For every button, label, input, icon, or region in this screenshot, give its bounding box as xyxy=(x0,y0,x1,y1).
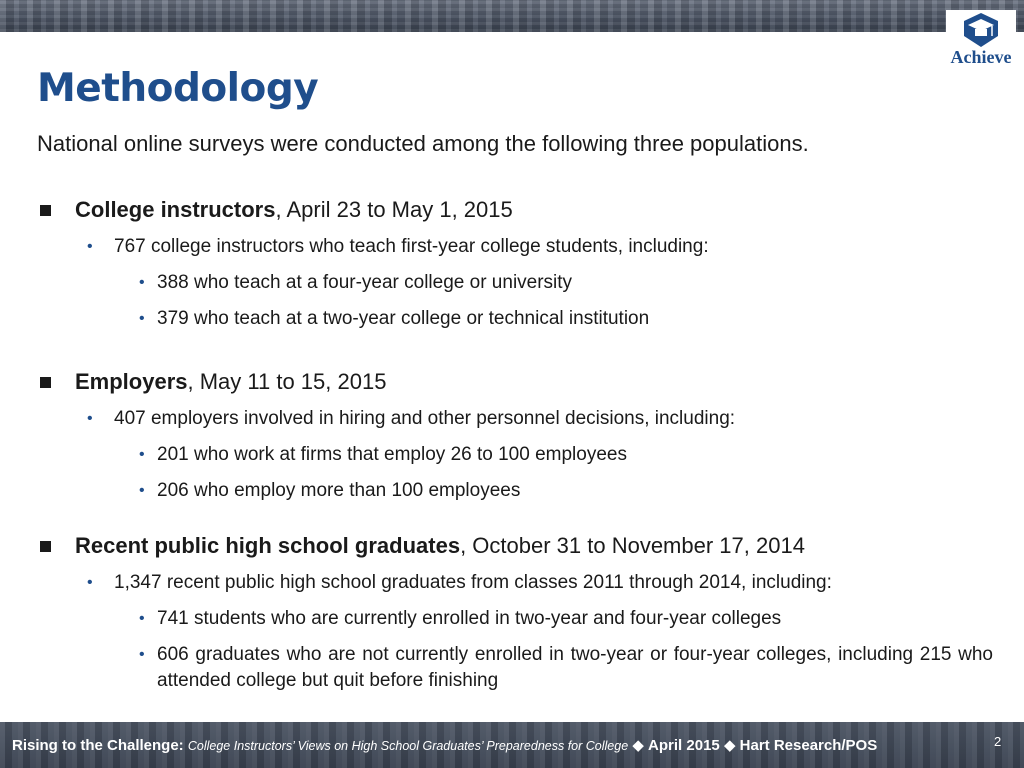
section-heading xyxy=(37,532,997,560)
page-subtitle: National online surveys were conducted among the following three populations. xyxy=(37,131,809,156)
bullet-dot-icon: • xyxy=(87,410,93,427)
section-employers xyxy=(37,368,997,504)
section-recent-graduates xyxy=(37,532,997,694)
footer-date: April 2015 xyxy=(648,737,720,754)
section-summary xyxy=(37,234,997,260)
detail-text: 606 graduates who are not currently enrolled in two-year or four-year colleges, including 215 who attended college but quit before finishing xyxy=(157,644,993,691)
page-number: 2 xyxy=(994,734,1002,749)
page-title: Methodology xyxy=(37,66,319,111)
section-name: Employers xyxy=(75,369,188,394)
detail-text: 379 who teach at a two-year college or technical institution xyxy=(157,308,650,329)
summary-text: 407 employers involved in hiring and other personnel decisions, including: xyxy=(114,408,736,429)
square-bullet-icon xyxy=(40,205,51,216)
square-bullet-icon xyxy=(40,541,51,552)
section-summary xyxy=(37,570,997,596)
detail-text: 388 who teach at a four-year college or university xyxy=(157,272,573,293)
footer-report-title: College Instructors’ Views on High School Graduates’ Preparedness for College xyxy=(187,739,629,753)
graduation-cap-icon xyxy=(961,12,1001,48)
achieve-logo xyxy=(946,10,1016,74)
section-name: College instructors xyxy=(75,197,276,222)
bullet-dot-icon: • xyxy=(87,238,93,255)
detail-item xyxy=(37,642,997,694)
footer-lead: Rising to the Challenge: xyxy=(12,737,184,754)
detail-item xyxy=(37,606,997,632)
bullet-dot-icon: • xyxy=(139,610,145,627)
detail-text: 206 who employ more than 100 employees xyxy=(157,480,521,501)
top-photo-banner xyxy=(0,0,1024,32)
bullet-dot-icon: • xyxy=(87,574,93,591)
footer-citation xyxy=(12,736,877,754)
footer-separator-icon: ◆ xyxy=(632,737,644,754)
section-name: Recent public high school graduates xyxy=(75,533,461,558)
section-summary xyxy=(37,406,997,432)
detail-text: 201 who work at firms that employ 26 to 100 employees xyxy=(157,444,627,465)
section-heading xyxy=(37,368,997,396)
footer-org: Hart Research/POS xyxy=(739,737,878,754)
detail-text: 741 students who are currently enrolled in two-year and four-year colleges xyxy=(157,608,782,629)
summary-text: 767 college instructors who teach first-year college students, including: xyxy=(114,236,709,257)
detail-item xyxy=(37,442,997,468)
logo-text: Achieve xyxy=(950,47,1012,67)
bullet-dot-icon: • xyxy=(139,310,145,327)
bullet-dot-icon: • xyxy=(139,274,145,291)
bullet-dot-icon: • xyxy=(139,482,145,499)
section-college-instructors xyxy=(37,196,997,332)
summary-text: 1,347 recent public high school graduates from classes 2011 through 2014, including: xyxy=(114,572,832,593)
detail-item xyxy=(37,478,997,504)
square-bullet-icon xyxy=(40,377,51,388)
bullet-dot-icon: • xyxy=(139,646,145,663)
footer-separator-icon: ◆ xyxy=(723,737,736,754)
section-heading xyxy=(37,196,997,224)
section-dates: , April 23 to May 1, 2015 xyxy=(275,197,513,222)
section-dates: , October 31 to November 17, 2014 xyxy=(460,533,805,558)
detail-item xyxy=(37,270,997,296)
footer-bar xyxy=(0,722,1024,768)
section-dates: , May 11 to 15, 2015 xyxy=(187,369,387,394)
bullet-dot-icon: • xyxy=(139,446,145,463)
detail-item xyxy=(37,306,997,332)
